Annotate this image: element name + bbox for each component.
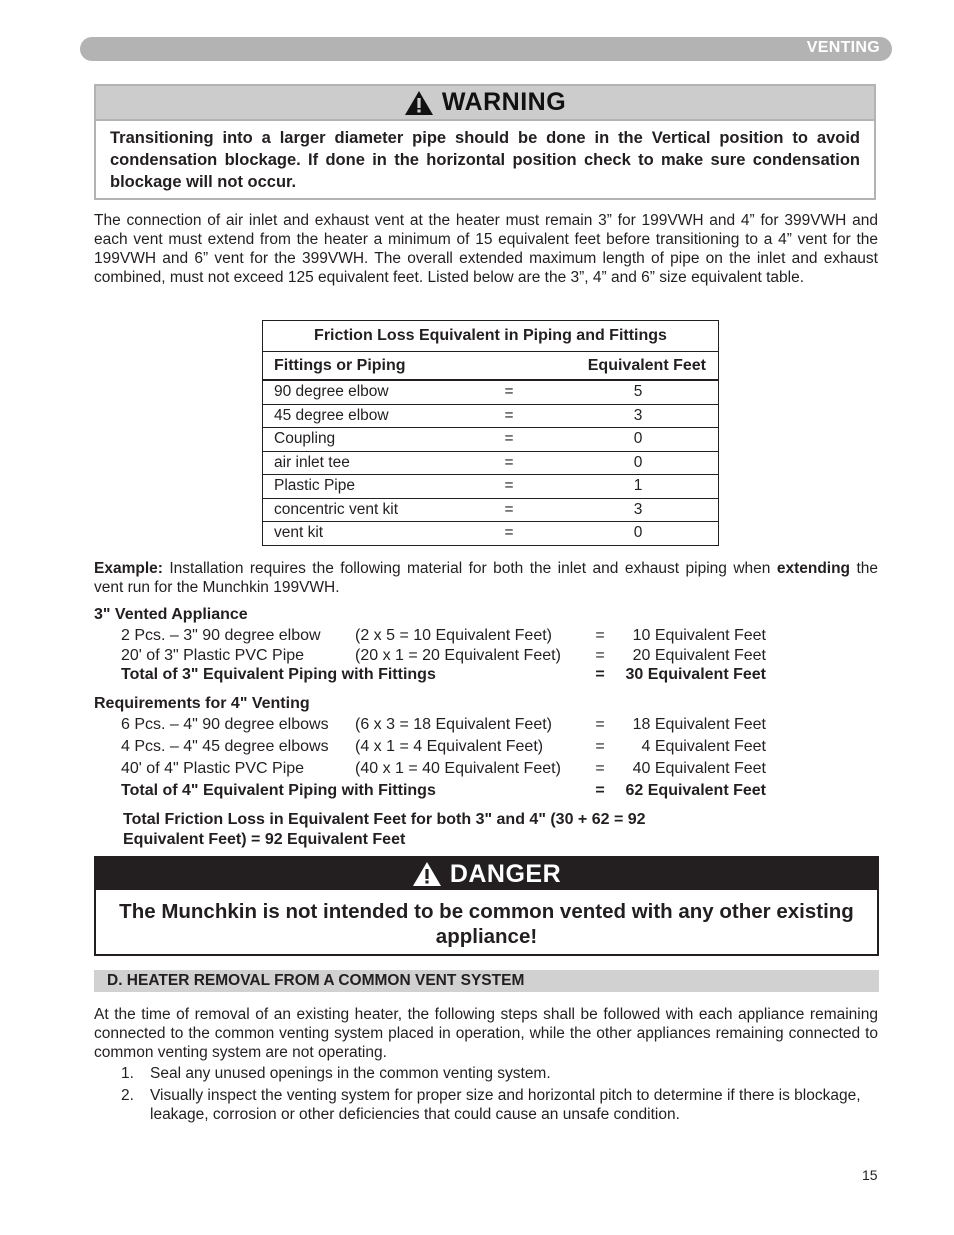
calc-line <box>121 647 781 667</box>
table-cell-value: 0 <box>633 453 643 471</box>
table-header-fittings: Fittings or Piping <box>274 357 406 374</box>
table-cell-eq: = <box>504 453 514 471</box>
calc-result: 18 Equivalent Feet <box>632 716 766 733</box>
table-row <box>263 428 718 452</box>
table-cell-eq: = <box>504 477 514 494</box>
table-cell-eq: = <box>504 406 514 424</box>
table-cell-item: 90 degree elbow <box>274 383 389 400</box>
table-cell-item: concentric vent kit <box>274 500 399 518</box>
calc-result: 40 Equivalent Feet <box>632 760 766 777</box>
calc-formula: (6 x 3 = 18 Equivalent Feet) <box>355 716 552 733</box>
warning-text: Transitioning into a larger diameter pipe should be done in the Vertical position to avoid condensation blockage. If done in the horizontal position check to make sure condensation blockage will not occur. <box>110 129 860 191</box>
calc-formula: (2 x 5 = 10 Equivalent Feet) <box>355 627 552 644</box>
table-cell-item: 45 degree elbow <box>274 406 389 424</box>
calc-formula: (20 x 1 = 20 Equivalent Feet) <box>355 647 561 664</box>
list-text: Visually inspect the venting system for proper size and horizontal pitch to determine if there is blockage, leakage, corrosion or other deficiencies that could cause an unsafe condition. <box>150 1087 861 1123</box>
calc-equals: = <box>595 716 605 733</box>
calc-result: 20 Equivalent Feet <box>632 647 766 664</box>
calc-equals: = <box>595 782 605 799</box>
calc-item: 4 Pcs. – 4" 45 degree elbows <box>121 738 329 755</box>
section-title: VENTING <box>806 39 880 56</box>
section-d-title: D. HEATER REMOVAL FROM A COMMON VENT SYSTEM <box>107 972 525 989</box>
warning-box <box>94 84 876 200</box>
vented-4-heading: Requirements for 4" Venting <box>94 695 310 712</box>
intro-paragraph: The connection of air inlet and exhaust vent at the heater must remain 3” for 199VWH and 4” for 399VWH and each vent must extend from the heater a minimum of 15 equivalent feet before transitioning to a 4” vent for the 199VWH and 6” vent for the 399VWH. The overall extended maximum length of pipe on the inlet and exhaust combined, must not exceed 125 equivalent feet. Listed below are the 3”, 4” and 6” size equivalent table. <box>94 212 878 286</box>
calc-equals: = <box>595 647 605 664</box>
example-text-1: Installation requires the following material for both the inlet and exhaust piping when <box>162 560 777 577</box>
calc-item: 6 Pcs. – 4" 90 degree elbows <box>121 716 329 733</box>
calc-total-label: Total of 4" Equivalent Piping with Fittings <box>121 782 436 799</box>
table-row <box>263 452 718 476</box>
table-cell-eq: = <box>504 430 514 447</box>
calc-equals: = <box>595 738 605 755</box>
table-cell-value: 3 <box>633 406 643 424</box>
calc-formula: (40 x 1 = 40 Equivalent Feet) <box>355 760 561 777</box>
table-cell-value: 5 <box>633 383 643 400</box>
page-number: 15 <box>862 1167 878 1183</box>
list-number: 1. <box>121 1065 134 1082</box>
calc-result: 10 Equivalent Feet <box>632 627 766 644</box>
calc-line <box>121 738 781 758</box>
section-header-bar <box>80 37 892 61</box>
table-cell-eq: = <box>504 500 514 518</box>
vented-3-heading: 3" Vented Appliance <box>94 606 248 623</box>
danger-box <box>94 856 879 956</box>
calc-equals: = <box>595 627 605 644</box>
table-cell-item: Plastic Pipe <box>274 477 355 494</box>
example-label: Example: <box>94 560 163 577</box>
table-cell-value: 1 <box>633 477 643 494</box>
warning-triangle-icon <box>404 90 434 116</box>
table-cell-eq: = <box>504 524 514 541</box>
table-row <box>263 475 718 499</box>
calc-total-label: Total of 3" Equivalent Piping with Fittings <box>121 666 436 683</box>
table-cell-value: 0 <box>633 430 643 447</box>
table-header-equivalent: Equivalent Feet <box>587 357 706 374</box>
table-row <box>263 381 718 405</box>
table-row <box>263 405 718 429</box>
danger-triangle-icon <box>412 861 442 887</box>
calc-equals: = <box>595 666 605 683</box>
total-friction-note: Total Friction Loss in Equivalent Feet for both 3" and 4" (30 + 62 = 92 Equivalent Feet) = 92 Equivalent Feet <box>123 811 646 848</box>
calc-total-line <box>121 782 781 802</box>
example-paragraph <box>94 559 878 597</box>
table-title: Friction Loss Equivalent in Piping and Fittings <box>263 321 718 352</box>
table-cell-item: vent kit <box>274 524 324 541</box>
calc-equals: = <box>595 760 605 777</box>
table-cell-item: Coupling <box>274 430 336 447</box>
calc-result: 4 Equivalent Feet <box>641 738 766 755</box>
calc-line <box>121 627 781 647</box>
calc-item: 40' of 4" Plastic PVC Pipe <box>121 760 305 777</box>
calc-total-line <box>121 666 781 686</box>
danger-header <box>96 858 877 890</box>
table-cell-value: 3 <box>633 500 643 518</box>
table-row <box>263 522 718 545</box>
table-header-row <box>263 352 718 381</box>
list-text: Seal any unused openings in the common venting system. <box>150 1065 551 1082</box>
calc-item: 2 Pcs. – 3" 90 degree elbow <box>121 627 321 644</box>
table-row <box>263 499 718 523</box>
section-d-intro: At the time of removal of an existing heater, the following steps shall be followed with each appliance remaining connected to the common venting system placed in operation, while the other appliances remaining connected to common venting system are not operating. <box>94 1006 878 1061</box>
example-bold-word: extending <box>776 560 851 577</box>
example-text-2: the vent run for the Munchkin 199VWH. <box>94 560 879 596</box>
calc-total-value: 62 Equivalent Feet <box>625 782 766 799</box>
section-d-bar <box>94 970 879 992</box>
warning-title: WARNING <box>441 88 567 116</box>
calc-item: 20' of 3" Plastic PVC Pipe <box>121 647 305 664</box>
calc-formula: (4 x 1 = 4 Equivalent Feet) <box>355 738 544 755</box>
list-number: 2. <box>121 1087 134 1104</box>
table-cell-item: air inlet tee <box>274 453 350 471</box>
danger-text: The Munchkin is not intended to be common vented with any other existing appliance! <box>119 900 854 948</box>
calc-line <box>121 716 781 736</box>
table-cell-eq: = <box>504 383 514 400</box>
danger-title: DANGER <box>449 859 562 888</box>
friction-loss-table <box>262 320 719 546</box>
calc-line <box>121 760 781 780</box>
warning-header <box>96 86 874 121</box>
table-cell-value: 0 <box>633 524 643 541</box>
calc-total-value: 30 Equivalent Feet <box>625 666 766 683</box>
